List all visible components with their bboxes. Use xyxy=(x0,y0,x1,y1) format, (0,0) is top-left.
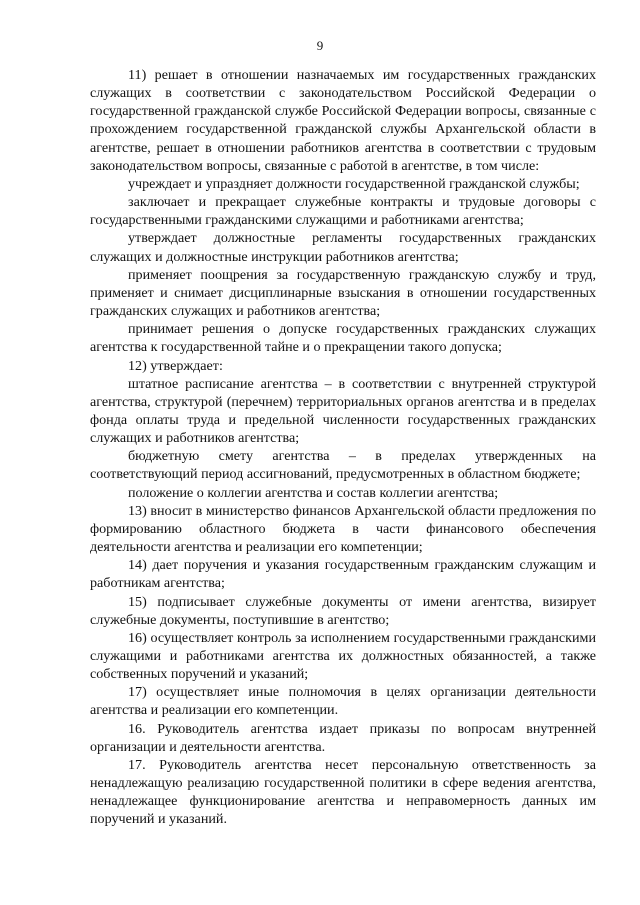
paragraph-secrecy-access: принимает решения о допуске государственных гражданских служащих агентства к государственной тайне и о прекращении такого допуска; xyxy=(90,321,596,356)
paragraph-positions: учреждает и упраздняет должности государственной гражданской службы; xyxy=(128,175,580,192)
page-number: 9 xyxy=(316,38,324,53)
paragraph-section-17: 17. Руководитель агентства несет персональную ответственность за ненадлежащую реализацию государственной политики в сфере ведения агентства, ненадлежащее функционирование агентства и неправомерность данных им поручений и указаний. xyxy=(90,756,596,828)
paragraph-item-15: 15) подписывает служебные документы от имени агентства, визирует служебные документы, поступившие в агентство; xyxy=(90,593,596,628)
paragraph-item-12: 12) утверждает: xyxy=(128,357,223,374)
paragraph-item-13: 13) вносит в министерство финансов Архангельской области предложения по формированию областного бюджета в части финансового обеспечения деятельности агентства и реализации его компетенции; xyxy=(90,502,596,556)
paragraph-staffing: штатное расписание агентства – в соответствии с внутренней структурой агентства, структурой (перечнем) территориальных органов агентства и в пределах фонда оплаты труда и предельной численности государственных гражданских служащих и работников агентства; xyxy=(90,375,596,447)
paragraph-item-11: 11) решает в отношении назначаемых им государственных гражданских служащих в соответствии с законодательством Российской Федерации о государственной гражданской службе Российской Федерации вопросы, связанные с прохождением государственной гражданской службы Архангельской области в агентстве, решает в отношении работников агентства в соответствии с трудовым законодательством вопросы, связанные с работой в агентстве, в том числе: xyxy=(90,67,596,174)
paragraph-collegium: положение о коллегии агентства и состав коллегии агентства; xyxy=(128,484,499,501)
paragraph-regulations: утверждает должностные регламенты государственных гражданских служащих и должностные инструкции работников агентства; xyxy=(90,230,596,265)
paragraph-item-16: 16) осуществляет контроль за исполнением государственными гражданскими служащими и работниками агентства их должностных обязанностей, а также собственных поручений и указаний; xyxy=(90,629,596,683)
paragraph-item-14: 14) дает поручения и указания государственным гражданским служащим и работникам агентства; xyxy=(90,557,596,592)
document-body xyxy=(90,66,596,829)
paragraph-contracts: заключает и прекращает служебные контракты и трудовые договоры с государственными гражданскими служащими и работниками агентства; xyxy=(90,194,596,229)
paragraph-budget-estimate: бюджетную смету агентства – в пределах утвержденных на соответствующий период ассигнований, предусмотренных в областном бюджете; xyxy=(90,448,596,483)
paragraph-section-16: 16. Руководитель агентства издает приказы по вопросам внутренней организации и деятельности агентства. xyxy=(90,720,596,755)
paragraph-item-17: 17) осуществляет иные полномочия в целях организации деятельности агентства и реализации его компетенции. xyxy=(90,684,596,719)
paragraph-incentives: применяет поощрения за государственную гражданскую службу и труд, применяет и снимает дисциплинарные взыскания в отношении государственных гражданских служащих и работников агентства; xyxy=(90,266,596,320)
